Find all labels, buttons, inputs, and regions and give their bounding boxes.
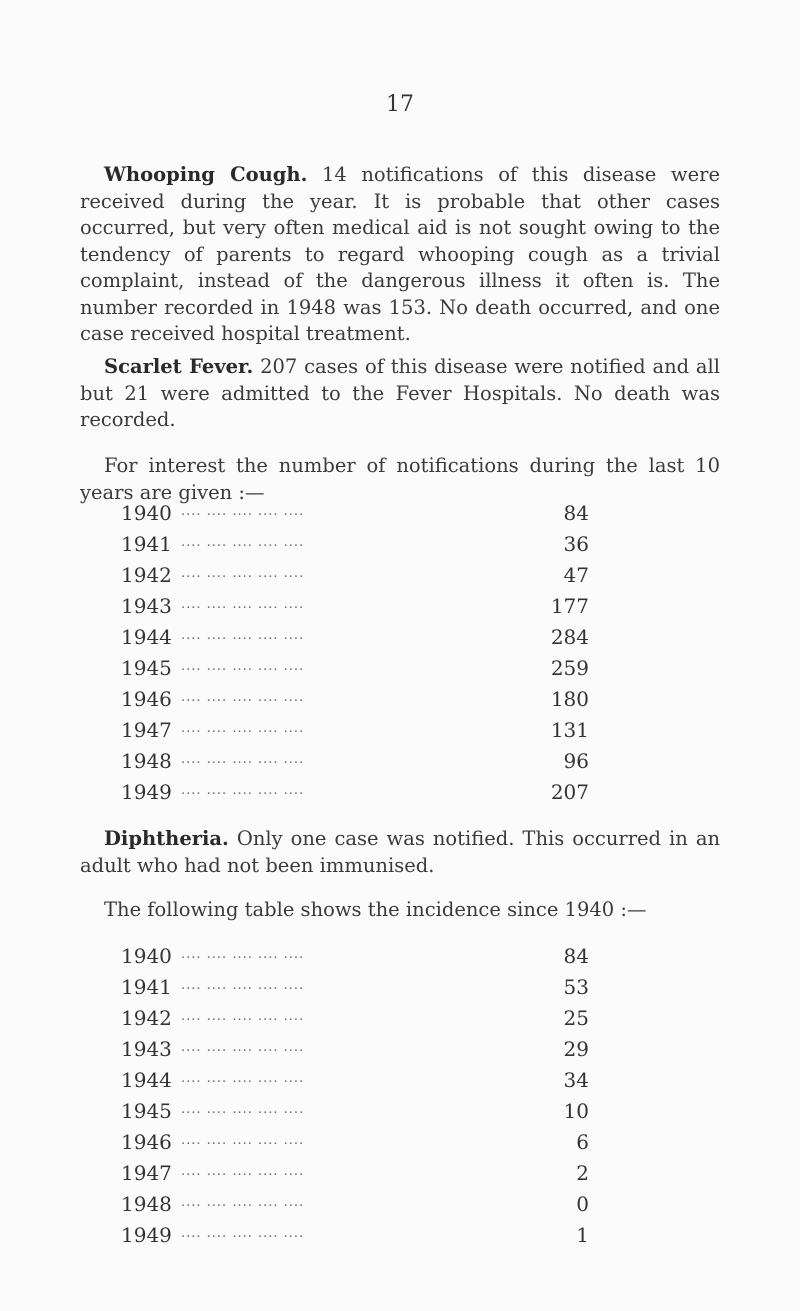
leader-dots: .... .... .... .... .... (181, 752, 305, 767)
leader-dots: .... .... .... .... .... (181, 1009, 305, 1024)
row-year: 1946 (121, 1130, 172, 1154)
row-value: 2 (576, 1161, 589, 1185)
leader-dots: .... .... .... .... .... (181, 1133, 305, 1148)
row-value: 10 (563, 1099, 589, 1123)
diphtheria-heading: Diphtheria. (104, 827, 229, 850)
row-year: 1948 (121, 1192, 172, 1216)
row-year: 1947 (121, 1161, 172, 1185)
row-year: 1944 (121, 1068, 172, 1092)
leader-dots: .... .... .... .... .... (181, 1040, 305, 1055)
row-year: 1945 (121, 656, 172, 680)
row-value: 84 (563, 501, 589, 525)
row-year: 1945 (121, 1099, 172, 1123)
table-row (121, 1127, 589, 1158)
leader-dots: .... .... .... .... .... (181, 1102, 305, 1117)
row-value: 36 (563, 532, 589, 556)
table-row (121, 498, 589, 529)
row-year: 1941 (121, 532, 172, 556)
scarlet-fever-intro: For interest the number of notifications during the last 10 years are given :— (80, 454, 720, 504)
table-row (121, 777, 589, 808)
table-row (121, 941, 589, 972)
leader-dots: .... .... .... .... .... (181, 947, 305, 962)
table-row (121, 1034, 589, 1065)
leader-dots: .... .... .... .... .... (181, 597, 305, 612)
leader-dots: .... .... .... .... .... (181, 504, 305, 519)
row-year: 1948 (121, 749, 172, 773)
whooping-cough-text: 14 notifications of this disease were received during the year. It is probable that other cases occurred, but very often medical aid is not sought owing to the tendency of parents to regard whooping cough as a trivial complaint, instead of the dangerous illness it often is. The number recorded in 1948 was 153. No death occurred, and one case received hospital treatment. (80, 163, 720, 345)
leader-dots: .... .... .... .... .... (181, 690, 305, 705)
row-value: 47 (563, 563, 589, 587)
leader-dots: .... .... .... .... .... (181, 566, 305, 581)
table-row (121, 1220, 589, 1251)
leader-dots: .... .... .... .... .... (181, 978, 305, 993)
row-year: 1946 (121, 687, 172, 711)
row-value: 96 (563, 749, 589, 773)
row-year: 1949 (121, 1223, 172, 1247)
leader-dots: .... .... .... .... .... (181, 659, 305, 674)
row-value: 84 (563, 944, 589, 968)
leader-dots: .... .... .... .... .... (181, 535, 305, 550)
row-year: 1940 (121, 944, 172, 968)
row-value: 259 (550, 656, 589, 680)
row-year: 1942 (121, 1006, 172, 1030)
row-year: 1947 (121, 718, 172, 742)
table-row (121, 746, 589, 777)
scarlet-fever-table (121, 498, 589, 808)
row-year: 1940 (121, 501, 172, 525)
row-year: 1941 (121, 975, 172, 999)
row-year: 1949 (121, 780, 172, 804)
row-year: 1943 (121, 594, 172, 618)
leader-dots: .... .... .... .... .... (181, 1164, 305, 1179)
table-row (121, 560, 589, 591)
table-row (121, 653, 589, 684)
leader-dots: .... .... .... .... .... (181, 628, 305, 643)
scarlet-fever-heading: Scarlet Fever. (104, 355, 254, 378)
page-number: 17 (386, 92, 414, 117)
whooping-cough-heading: Whooping Cough. (104, 163, 308, 186)
scarlet-fever-text: 207 cases of this disease were notified and all but 21 were admitted to the Fever Hospitals. No death was recorded. (80, 355, 721, 431)
row-value: 0 (576, 1192, 589, 1216)
row-value: 25 (563, 1006, 589, 1030)
table-row (121, 1065, 589, 1096)
table-row (121, 622, 589, 653)
row-value: 131 (550, 718, 589, 742)
table-row (121, 972, 589, 1003)
row-value: 177 (550, 594, 589, 618)
row-value: 284 (550, 625, 589, 649)
table-row (121, 1158, 589, 1189)
row-value: 53 (563, 975, 589, 999)
scarlet-fever-paragraph (80, 354, 720, 434)
whooping-cough-paragraph (80, 162, 720, 348)
diphtheria-intro: The following table shows the incidence since 1940 :— (104, 898, 647, 921)
row-value: 34 (563, 1068, 589, 1092)
diphtheria-text: Only one case was notified. This occurred in an adult who had not been immunised. (80, 827, 720, 877)
row-value: 6 (576, 1130, 589, 1154)
diphtheria-paragraph (80, 826, 720, 879)
table-row (121, 591, 589, 622)
row-year: 1943 (121, 1037, 172, 1061)
row-value: 29 (563, 1037, 589, 1061)
table-row (121, 1096, 589, 1127)
leader-dots: .... .... .... .... .... (181, 1195, 305, 1210)
table-row (121, 529, 589, 560)
table-row (121, 1003, 589, 1034)
diphtheria-table (121, 941, 589, 1251)
leader-dots: .... .... .... .... .... (181, 721, 305, 736)
leader-dots: .... .... .... .... .... (181, 783, 305, 798)
table-row (121, 1189, 589, 1220)
row-year: 1942 (121, 563, 172, 587)
table-row (121, 715, 589, 746)
table-row (121, 684, 589, 715)
row-value: 207 (550, 780, 589, 804)
row-year: 1944 (121, 625, 172, 649)
row-value: 1 (576, 1223, 589, 1247)
leader-dots: .... .... .... .... .... (181, 1226, 305, 1241)
row-value: 180 (550, 687, 589, 711)
leader-dots: .... .... .... .... .... (181, 1071, 305, 1086)
